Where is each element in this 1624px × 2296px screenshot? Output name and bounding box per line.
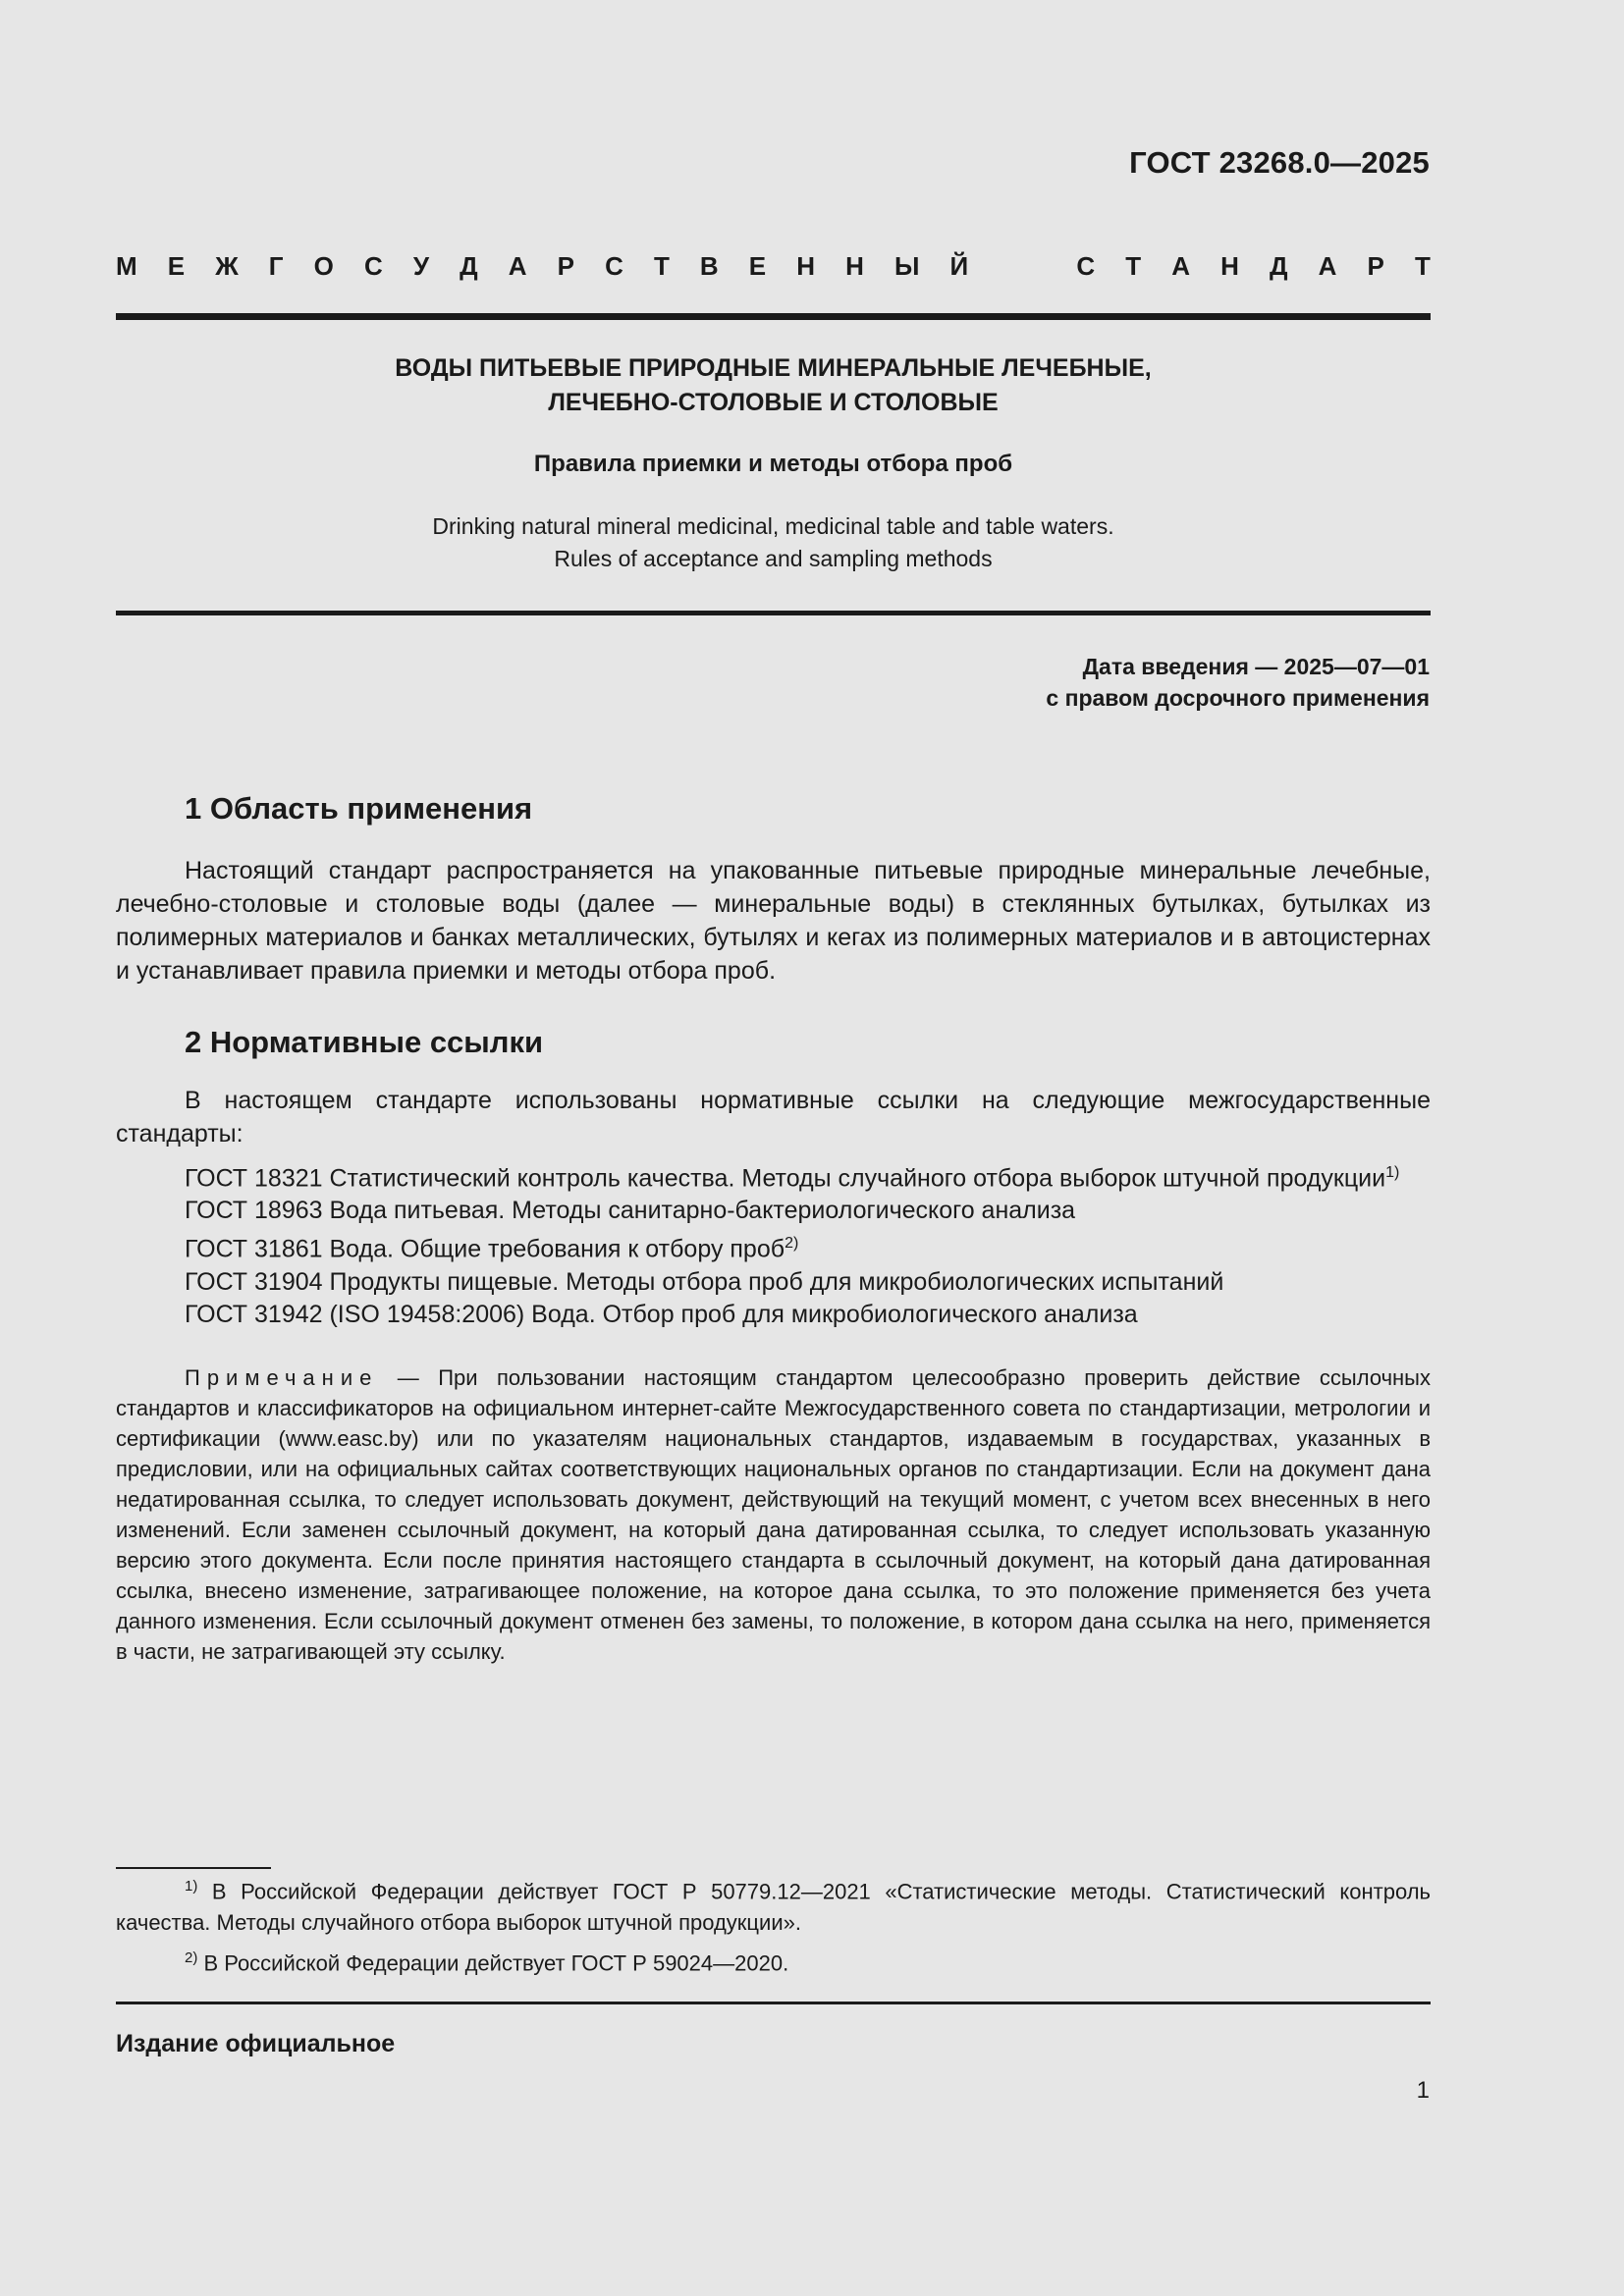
word-gap [999,251,1046,282]
english-title-line-2: Rules of acceptance and sampling methods [554,546,993,571]
interstate-word1-letter: Ы [893,251,920,281]
introduction-date-line-2: с правом досрочного применения [1046,685,1430,711]
interstate-word1-letter: Е [167,251,186,281]
note-paragraph [116,1362,1431,1667]
interstate-word1-letter: Г [268,251,284,281]
reference-item: ГОСТ 18963 Вода питьевая. Методы санитарно-бактериологического анализа [185,1197,1076,1225]
interstate-word2-letter: Д [1270,251,1288,281]
interstate-word1-letter: А [508,251,527,281]
document-subtitle: Правила приемки и методы отбора проб [533,451,1013,477]
interstate-word1-letter: В [699,251,719,281]
interstate-word1-letter: У [412,251,430,281]
interstate-word1-letter: Д [460,251,478,281]
footnote-1: $^{1)}$ В Российской Федерации действует ГОСТ Р 50779.12—2021 «Статистические методы. Статистический контроль качества. Методы случайного отбора выборок штучной продукции». [116,1878,1431,1936]
document-title [116,351,1431,420]
section-1-text: Настоящий стандарт распространяется на упакованные питьевые природные минеральные лечебные, лечебно-столовые и столовые воды (далее — минеральные воды) в стеклянных бутылках, бутылках из полимерных материалов и банках металлических, бутылях и кегах из полимерных материалов и в автоцистернах и устанавливает правила приемки и методы отбора проб. [116,857,1431,985]
footnote-2: $^{2)}$ В Российской Федерации действует ГОСТ Р 59024—2020. [185,1949,789,1976]
interstate-word2-letter: С [1076,251,1096,281]
interstate-standard-banner [116,251,1431,282]
reference-item: ГОСТ 31942 (ISO 19458:2006) Вода. Отбор проб для микробиологического анализа [185,1300,1138,1328]
section-2-intro: В настоящем стандарте использованы нормативные ссылки на следующие межгосударственные стандарты: [116,1087,1431,1148]
footnote-separator [116,1867,271,1869]
title-line-1: ВОДЫ ПИТЬЕВЫЕ ПРИРОДНЫЕ МИНЕРАЛЬНЫЕ ЛЕЧЕБНЫЕ, [395,354,1152,382]
title-bottom-rule [116,611,1431,615]
interstate-word1-letter: М [116,251,137,281]
footnotes [116,1871,1431,1984]
top-rule [116,313,1431,320]
interstate-word1-letter: Ж [215,251,239,281]
title-line-2: ЛЕЧЕБНО-СТОЛОВЫЕ И СТОЛОВЫЕ [548,389,999,416]
interstate-word1-letter: О [313,251,334,281]
introduction-date [1046,651,1430,714]
normative-references-list [116,1156,1431,1331]
interstate-word1-letter: Т [653,251,670,281]
section-2-heading: 2 Нормативные ссылки [185,1025,544,1059]
interstate-word2-letter: Т [1414,251,1431,281]
interstate-word1-letter: Н [796,251,816,281]
reference-item: ГОСТ 31904 Продукты пищевые. Методы отбора проб для микробиологических испытаний [185,1267,1224,1296]
english-title [116,510,1431,575]
reference-item: ГОСТ 31861 Вода. Общие требования к отбору проб$^{2)}$ [185,1235,799,1263]
interstate-word2-letter: Н [1220,251,1239,281]
interstate-word1-letter: С [605,251,623,281]
interstate-word1-letter: Р [557,251,574,281]
english-title-line-1: Drinking natural mineral medicinal, medicinal table and table waters. [432,513,1114,539]
page-number: 1 [1416,2077,1430,2104]
interstate-word2-letter: Т [1125,251,1142,281]
document-code: ГОСТ 23268.0—2025 [1129,145,1430,180]
interstate-word2-letter: А [1171,251,1191,281]
interstate-word1-letter: Е [748,251,767,281]
footer-rule [116,2002,1431,2004]
note-text: — При пользовании настоящим стандартом целесообразно проверить действие ссылочных стандартов и классификаторов на официальном интернет-сайте Межгосударственного совета по стандартизации, метрологии и сертификации (www.easc.by) или по указателям национальных стандартов, издаваемым в государствах, указанных в предисловии, или на официальных сайтах соответствующих национальных органов по стандартизации. Если на документ дана недатированная ссылка, то следует использовать документ, действующий на текущий момент, с учетом всех внесенных в него изменений. Если заменен ссылочный документ, на который дана датированная ссылка, то следует использовать указанную версию этого документа. Если после принятия настоящего стандарта в ссылочный документ, на который дана датированная ссылка, внесено изменение, затрагивающее положение, на которое дана ссылка, то это положение применяется без учета данного изменения. Если ссылочный документ отменен без замены, то положение, в котором дана ссылка на него, применяется в части, не затрагивающей эту ссылку. [116,1365,1431,1664]
interstate-word1-letter: С [363,251,383,281]
interstate-word1-letter: Й [949,251,969,281]
interstate-word2-letter: Р [1367,251,1384,281]
interstate-word2-letter: А [1318,251,1337,281]
section-1-heading: 1 Область применения [185,791,533,826]
introduction-date-line-1: Дата введения — 2025—07—01 [1082,654,1430,679]
edition-label: Издание официальное [116,2030,396,2057]
reference-item: ГОСТ 18321 Статистический контроль качества. Методы случайного отбора выборок штучной продукции$^{1)}$ [185,1164,1400,1193]
interstate-word1-letter: Н [845,251,864,281]
note-label: Примечание [185,1365,379,1390]
